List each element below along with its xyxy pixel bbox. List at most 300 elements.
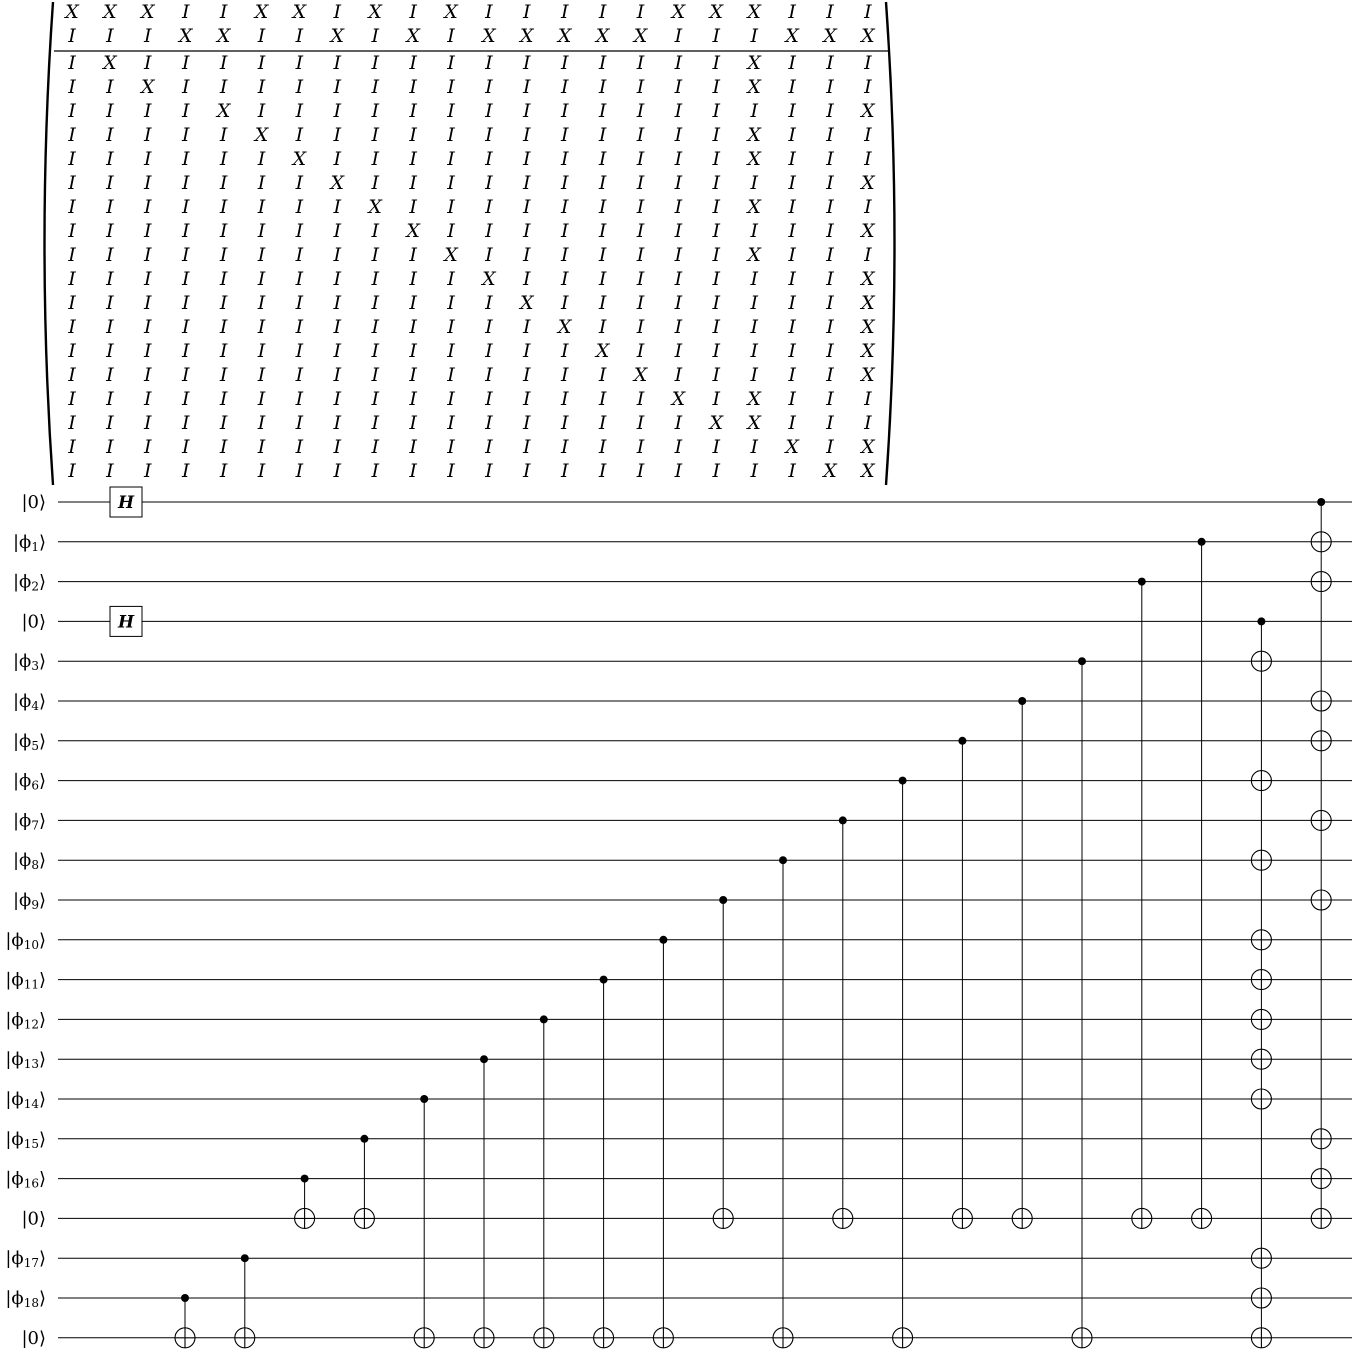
matrix-cell: I bbox=[864, 76, 872, 98]
matrix-cell: I bbox=[826, 292, 834, 314]
qubit-label: $|\phi_{18}⟩$ bbox=[5, 1287, 46, 1310]
matrix-cell: I bbox=[826, 148, 834, 170]
matrix-cell: I bbox=[485, 436, 493, 458]
matrix-cell: I bbox=[636, 316, 645, 338]
matrix-cell: I bbox=[523, 172, 531, 194]
qubit-label: |0⟩ bbox=[21, 610, 46, 632]
matrix-cell: X bbox=[785, 25, 799, 47]
matrix-cell: I bbox=[636, 340, 645, 362]
matrix-cell: X bbox=[254, 1, 269, 23]
matrix-cell: I bbox=[598, 124, 607, 146]
matrix-cell: X bbox=[861, 100, 875, 122]
matrix-cell: I bbox=[219, 436, 228, 458]
matrix-cell: I bbox=[788, 52, 796, 74]
matrix-cell: I bbox=[181, 148, 190, 170]
matrix-cell: X bbox=[595, 25, 610, 47]
control-dot bbox=[420, 1095, 428, 1103]
matrix-cell: I bbox=[333, 244, 342, 266]
matrix-cell: I bbox=[636, 268, 645, 290]
matrix-cell: I bbox=[750, 25, 758, 47]
matrix-cell: X bbox=[823, 460, 837, 482]
matrix-cell: I bbox=[68, 364, 76, 386]
matrix-cell: I bbox=[181, 412, 190, 434]
matrix-cell: X bbox=[861, 316, 875, 338]
matrix-cell: I bbox=[674, 76, 683, 98]
matrix-cell: I bbox=[144, 460, 152, 482]
matrix-cell: I bbox=[560, 1, 569, 23]
control-dot bbox=[899, 777, 907, 785]
matrix-cell: I bbox=[106, 412, 114, 434]
matrix-cell: I bbox=[333, 220, 342, 242]
matrix-cell: I bbox=[409, 124, 417, 146]
matrix-cell: I bbox=[409, 196, 417, 218]
matrix-cell: I bbox=[295, 100, 304, 122]
matrix-cell: I bbox=[636, 52, 645, 74]
matrix-cell: I bbox=[750, 460, 758, 482]
matrix-cell: I bbox=[560, 220, 569, 242]
control-dot bbox=[360, 1135, 368, 1143]
matrix-cell: I bbox=[333, 340, 342, 362]
matrix-cell: I bbox=[295, 460, 304, 482]
matrix-cell: I bbox=[106, 436, 114, 458]
matrix-cell: I bbox=[181, 316, 190, 338]
matrix-cell: I bbox=[788, 220, 796, 242]
matrix-cell: I bbox=[257, 76, 266, 98]
matrix-cell: I bbox=[106, 196, 114, 218]
matrix-cell: I bbox=[447, 388, 455, 410]
matrix-cell: I bbox=[371, 364, 379, 386]
matrix-cell: I bbox=[333, 388, 342, 410]
matrix-cell: I bbox=[144, 124, 152, 146]
matrix-cell: I bbox=[181, 76, 190, 98]
matrix-cell: I bbox=[598, 436, 607, 458]
matrix-cell: I bbox=[257, 412, 266, 434]
hadamard-gate-label: H bbox=[117, 493, 135, 513]
matrix-cell: I bbox=[560, 460, 569, 482]
matrix-cell: I bbox=[826, 340, 834, 362]
matrix-cell: I bbox=[523, 100, 531, 122]
matrix-cell: X bbox=[103, 1, 117, 23]
matrix-cell: X bbox=[747, 1, 761, 23]
matrix-cell: I bbox=[712, 364, 721, 386]
qubit-label: |0⟩ bbox=[21, 1327, 46, 1349]
matrix-cell: I bbox=[523, 148, 531, 170]
matrix-cell: I bbox=[371, 124, 379, 146]
matrix-cell: I bbox=[447, 316, 455, 338]
matrix-cell: I bbox=[106, 124, 114, 146]
matrix-cell: I bbox=[674, 460, 683, 482]
matrix-cell: I bbox=[68, 388, 76, 410]
matrix-cell: I bbox=[636, 1, 645, 23]
matrix-cell: I bbox=[409, 460, 417, 482]
matrix-cell: I bbox=[447, 25, 455, 47]
matrix-cell: I bbox=[68, 316, 76, 338]
matrix-cell: I bbox=[864, 52, 872, 74]
matrix-cell: I bbox=[598, 244, 607, 266]
matrix-cell: I bbox=[485, 412, 493, 434]
matrix-cell: X bbox=[785, 436, 799, 458]
matrix-cell: I bbox=[750, 340, 758, 362]
matrix-cell: I bbox=[181, 436, 190, 458]
matrix-cell: I bbox=[68, 25, 76, 47]
matrix-cell: X bbox=[216, 100, 231, 122]
matrix-cell: I bbox=[826, 76, 834, 98]
matrix-cell: I bbox=[864, 1, 872, 23]
matrix-cell: I bbox=[750, 220, 758, 242]
matrix-cell: I bbox=[674, 52, 683, 74]
matrix-cell: I bbox=[826, 436, 834, 458]
matrix-cell: I bbox=[371, 220, 379, 242]
matrix-cell: X bbox=[861, 364, 875, 386]
matrix-cell: I bbox=[447, 196, 455, 218]
matrix-cell: I bbox=[712, 100, 721, 122]
matrix-cell: I bbox=[788, 244, 796, 266]
matrix-cell: I bbox=[674, 412, 683, 434]
matrix-cell: I bbox=[68, 52, 76, 74]
matrix-cell: I bbox=[674, 25, 683, 47]
matrix-cell: I bbox=[560, 364, 569, 386]
matrix-cell: I bbox=[750, 316, 758, 338]
matrix-cell: I bbox=[712, 76, 721, 98]
matrix-cell: I bbox=[409, 412, 417, 434]
matrix-cell: I bbox=[560, 148, 569, 170]
matrix-cell: X bbox=[557, 316, 572, 338]
matrix-cell: X bbox=[861, 340, 875, 362]
matrix-cell: I bbox=[257, 52, 266, 74]
matrix-cell: I bbox=[485, 124, 493, 146]
matrix-cell: I bbox=[523, 244, 531, 266]
matrix-cell: I bbox=[712, 148, 721, 170]
matrix-cell: I bbox=[485, 460, 493, 482]
matrix-cell: I bbox=[219, 316, 228, 338]
matrix-cell: I bbox=[68, 268, 76, 290]
matrix-cell: I bbox=[788, 364, 796, 386]
matrix-cell: I bbox=[674, 196, 683, 218]
matrix-cell: I bbox=[409, 100, 417, 122]
matrix-cell: I bbox=[636, 172, 645, 194]
matrix-cell: I bbox=[181, 100, 190, 122]
matrix-cell: I bbox=[485, 100, 493, 122]
matrix-cell: X bbox=[861, 172, 875, 194]
matrix-cell: I bbox=[181, 364, 190, 386]
matrix-cell: I bbox=[750, 268, 758, 290]
matrix-cell: I bbox=[523, 412, 531, 434]
matrix-cell: I bbox=[864, 148, 872, 170]
matrix-cell: I bbox=[598, 76, 607, 98]
matrix-cell: I bbox=[68, 220, 76, 242]
matrix-cell: I bbox=[636, 196, 645, 218]
matrix-cell: I bbox=[485, 292, 493, 314]
matrix-cell: X bbox=[141, 76, 155, 98]
matrix-cell: I bbox=[788, 100, 796, 122]
matrix-cell: I bbox=[636, 100, 645, 122]
matrix-cell: I bbox=[219, 1, 228, 23]
matrix-cell: I bbox=[485, 1, 493, 23]
matrix-cell: I bbox=[371, 412, 379, 434]
matrix-cell: X bbox=[747, 196, 761, 218]
matrix-cell: I bbox=[257, 268, 266, 290]
matrix-cell: I bbox=[674, 340, 683, 362]
matrix-cell: I bbox=[371, 52, 379, 74]
matrix-cell: I bbox=[371, 292, 379, 314]
matrix-cell: I bbox=[333, 412, 342, 434]
matrix-cell: I bbox=[181, 460, 190, 482]
matrix-cell: I bbox=[598, 1, 607, 23]
matrix-cell: X bbox=[861, 25, 875, 47]
matrix-cell: I bbox=[219, 292, 228, 314]
matrix-cell: I bbox=[257, 148, 266, 170]
matrix-cell: I bbox=[560, 100, 569, 122]
matrix-cell: X bbox=[520, 25, 534, 47]
matrix-cell: I bbox=[257, 316, 266, 338]
matrix-cell: I bbox=[712, 388, 721, 410]
matrix-cell: I bbox=[447, 220, 455, 242]
matrix-cell: I bbox=[219, 364, 228, 386]
matrix-cell: I bbox=[712, 292, 721, 314]
matrix-cell: I bbox=[219, 52, 228, 74]
matrix-cell: I bbox=[523, 460, 531, 482]
control-dot bbox=[1257, 617, 1265, 625]
matrix-cell: I bbox=[144, 292, 152, 314]
matrix-cell: I bbox=[712, 220, 721, 242]
matrix-cell: I bbox=[409, 364, 417, 386]
matrix-cell: I bbox=[257, 388, 266, 410]
matrix-cell: I bbox=[674, 100, 683, 122]
matrix-cell: I bbox=[409, 52, 417, 74]
matrix-cell: X bbox=[444, 244, 458, 266]
matrix-cell: X bbox=[178, 25, 193, 47]
matrix-cell: I bbox=[106, 172, 114, 194]
matrix-cell: I bbox=[106, 316, 114, 338]
matrix-cell: I bbox=[219, 460, 228, 482]
matrix-cell: I bbox=[371, 172, 379, 194]
matrix-cell: I bbox=[219, 340, 228, 362]
matrix-cell: I bbox=[788, 292, 796, 314]
matrix-cell: I bbox=[257, 460, 266, 482]
matrix-cell: I bbox=[674, 124, 683, 146]
matrix-cell: I bbox=[826, 1, 834, 23]
matrix-cell: I bbox=[447, 76, 455, 98]
matrix-cell: I bbox=[447, 124, 455, 146]
matrix-cell: I bbox=[68, 412, 76, 434]
matrix-cell: I bbox=[598, 100, 607, 122]
matrix-cell: I bbox=[68, 172, 76, 194]
qubit-label: |0⟩ bbox=[21, 1207, 46, 1229]
matrix-cell: I bbox=[68, 292, 76, 314]
matrix-cell: I bbox=[523, 340, 531, 362]
matrix-cell: I bbox=[409, 148, 417, 170]
matrix-cell: I bbox=[560, 412, 569, 434]
matrix-cell: I bbox=[409, 388, 417, 410]
matrix-cell: I bbox=[636, 460, 645, 482]
matrix-cell: X bbox=[254, 124, 269, 146]
matrix-cell: I bbox=[485, 388, 493, 410]
qubit-label: $|\phi_{17}⟩$ bbox=[5, 1247, 46, 1271]
matrix-cell: I bbox=[674, 172, 683, 194]
matrix-cell: I bbox=[68, 340, 76, 362]
matrix-cell: I bbox=[409, 268, 417, 290]
matrix-cell: I bbox=[560, 124, 569, 146]
matrix-cell: I bbox=[674, 364, 683, 386]
matrix-cell: X bbox=[823, 25, 837, 47]
matrix-cell: I bbox=[523, 316, 531, 338]
matrix-cell: I bbox=[560, 244, 569, 266]
matrix-cell: I bbox=[523, 196, 531, 218]
matrix-cell: I bbox=[636, 388, 645, 410]
matrix-cell: I bbox=[864, 244, 872, 266]
matrix-cell: I bbox=[788, 148, 796, 170]
matrix-cell: I bbox=[598, 292, 607, 314]
matrix-cell: I bbox=[219, 220, 228, 242]
matrix-cell: I bbox=[560, 388, 569, 410]
matrix-cell: X bbox=[406, 220, 420, 242]
matrix-cell: I bbox=[68, 196, 76, 218]
matrix-cell: I bbox=[295, 124, 304, 146]
matrix-cell: I bbox=[106, 460, 114, 482]
matrix-cell: I bbox=[181, 268, 190, 290]
matrix-cell: I bbox=[371, 460, 379, 482]
matrix-cell: I bbox=[333, 436, 342, 458]
stabilizer-matrix bbox=[45, 1, 895, 485]
matrix-cell: I bbox=[674, 436, 683, 458]
matrix-cell: I bbox=[598, 172, 607, 194]
matrix-cell: X bbox=[671, 388, 686, 410]
matrix-cell: I bbox=[144, 25, 152, 47]
matrix-cell: I bbox=[106, 340, 114, 362]
matrix-cell: I bbox=[409, 244, 417, 266]
matrix-cell: I bbox=[712, 340, 721, 362]
matrix-cell: I bbox=[144, 340, 152, 362]
matrix-cell: I bbox=[485, 148, 493, 170]
matrix-cell: X bbox=[633, 25, 648, 47]
matrix-cell: I bbox=[295, 76, 304, 98]
matrix-cell: X bbox=[861, 268, 875, 290]
matrix-cell: I bbox=[106, 292, 114, 314]
matrix-cell: I bbox=[68, 148, 76, 170]
matrix-cell: I bbox=[712, 268, 721, 290]
matrix-cell: I bbox=[864, 196, 872, 218]
matrix-cell: X bbox=[292, 148, 307, 170]
matrix-cell: I bbox=[598, 388, 607, 410]
qubit-label: $|\phi_8⟩$ bbox=[12, 849, 46, 873]
matrix-cell: X bbox=[141, 1, 155, 23]
matrix-cell: X bbox=[292, 1, 307, 23]
matrix-cell: I bbox=[181, 244, 190, 266]
matrix-cell: I bbox=[333, 52, 342, 74]
qubit-label: $|\phi_9⟩$ bbox=[12, 889, 46, 912]
matrix-cell: I bbox=[295, 220, 304, 242]
matrix-cell: I bbox=[144, 412, 152, 434]
matrix-cell: I bbox=[788, 316, 796, 338]
matrix-cell: X bbox=[747, 244, 761, 266]
matrix-cell: I bbox=[257, 364, 266, 386]
matrix-cell: I bbox=[712, 25, 721, 47]
matrix-cell: I bbox=[181, 220, 190, 242]
matrix-cell: I bbox=[447, 364, 455, 386]
matrix-cell: I bbox=[523, 220, 531, 242]
matrix-cell: I bbox=[144, 52, 152, 74]
control-dot bbox=[958, 737, 966, 745]
matrix-cell: I bbox=[826, 196, 834, 218]
matrix-cell: I bbox=[598, 52, 607, 74]
control-dot bbox=[1198, 538, 1206, 546]
matrix-cell: I bbox=[447, 436, 455, 458]
matrix-cell: I bbox=[674, 148, 683, 170]
matrix-cell: I bbox=[598, 268, 607, 290]
matrix-cell: I bbox=[750, 100, 758, 122]
qubit-label: $|\phi_3⟩$ bbox=[12, 650, 46, 674]
qubit-label: $|\phi_{16}⟩$ bbox=[5, 1168, 46, 1191]
matrix-cell: I bbox=[788, 412, 796, 434]
matrix-cell: I bbox=[144, 388, 152, 410]
matrix-cell: X bbox=[216, 25, 231, 47]
matrix-cell: I bbox=[447, 100, 455, 122]
control-dot bbox=[839, 816, 847, 824]
matrix-cell: I bbox=[333, 292, 342, 314]
matrix-cell: I bbox=[712, 244, 721, 266]
matrix-cell: I bbox=[674, 268, 683, 290]
matrix-cell: I bbox=[523, 76, 531, 98]
control-dot bbox=[480, 1055, 488, 1063]
matrix-cell: I bbox=[295, 172, 304, 194]
matrix-cell: I bbox=[333, 268, 342, 290]
matrix-cell: I bbox=[68, 76, 76, 98]
matrix-cell: I bbox=[219, 412, 228, 434]
matrix-cell: I bbox=[409, 292, 417, 314]
matrix-cell: I bbox=[333, 100, 342, 122]
matrix-cell: I bbox=[826, 412, 834, 434]
matrix-cell: I bbox=[295, 25, 304, 47]
matrix-cell: I bbox=[106, 244, 114, 266]
matrix-cell: I bbox=[826, 220, 834, 242]
matrix-cell: I bbox=[826, 244, 834, 266]
matrix-cell: I bbox=[636, 436, 645, 458]
matrix-cell: I bbox=[144, 244, 152, 266]
right-paren bbox=[886, 2, 895, 485]
matrix-cell: I bbox=[826, 268, 834, 290]
matrix-cell: I bbox=[219, 148, 228, 170]
matrix-cell: I bbox=[560, 52, 569, 74]
matrix-cell: I bbox=[826, 172, 834, 194]
matrix-cell: I bbox=[106, 268, 114, 290]
matrix-cell: I bbox=[409, 172, 417, 194]
matrix-cell: I bbox=[826, 124, 834, 146]
matrix-cell: I bbox=[485, 172, 493, 194]
matrix-cell: I bbox=[788, 172, 796, 194]
matrix-cell: X bbox=[709, 1, 724, 23]
control-dot bbox=[1138, 578, 1146, 586]
matrix-cell: I bbox=[750, 436, 758, 458]
matrix-cell: I bbox=[181, 388, 190, 410]
matrix-cell: I bbox=[371, 268, 379, 290]
matrix-cell: I bbox=[788, 76, 796, 98]
qubit-label: $|\phi_{12}⟩$ bbox=[5, 1008, 46, 1032]
matrix-cell: I bbox=[560, 76, 569, 98]
matrix-cell: I bbox=[181, 52, 190, 74]
matrix-cell: I bbox=[333, 316, 342, 338]
matrix-cell: X bbox=[65, 1, 79, 23]
matrix-cell: X bbox=[368, 1, 382, 23]
matrix-cell: X bbox=[861, 436, 875, 458]
matrix-cell: I bbox=[371, 244, 379, 266]
matrix-cell: I bbox=[219, 244, 228, 266]
matrix-cell: I bbox=[257, 172, 266, 194]
matrix-cell: I bbox=[864, 412, 872, 434]
matrix-cell: I bbox=[295, 316, 304, 338]
matrix-cell: I bbox=[371, 100, 379, 122]
qubit-label: $|\phi_{13}⟩$ bbox=[5, 1048, 46, 1072]
matrix-cell: I bbox=[257, 220, 266, 242]
